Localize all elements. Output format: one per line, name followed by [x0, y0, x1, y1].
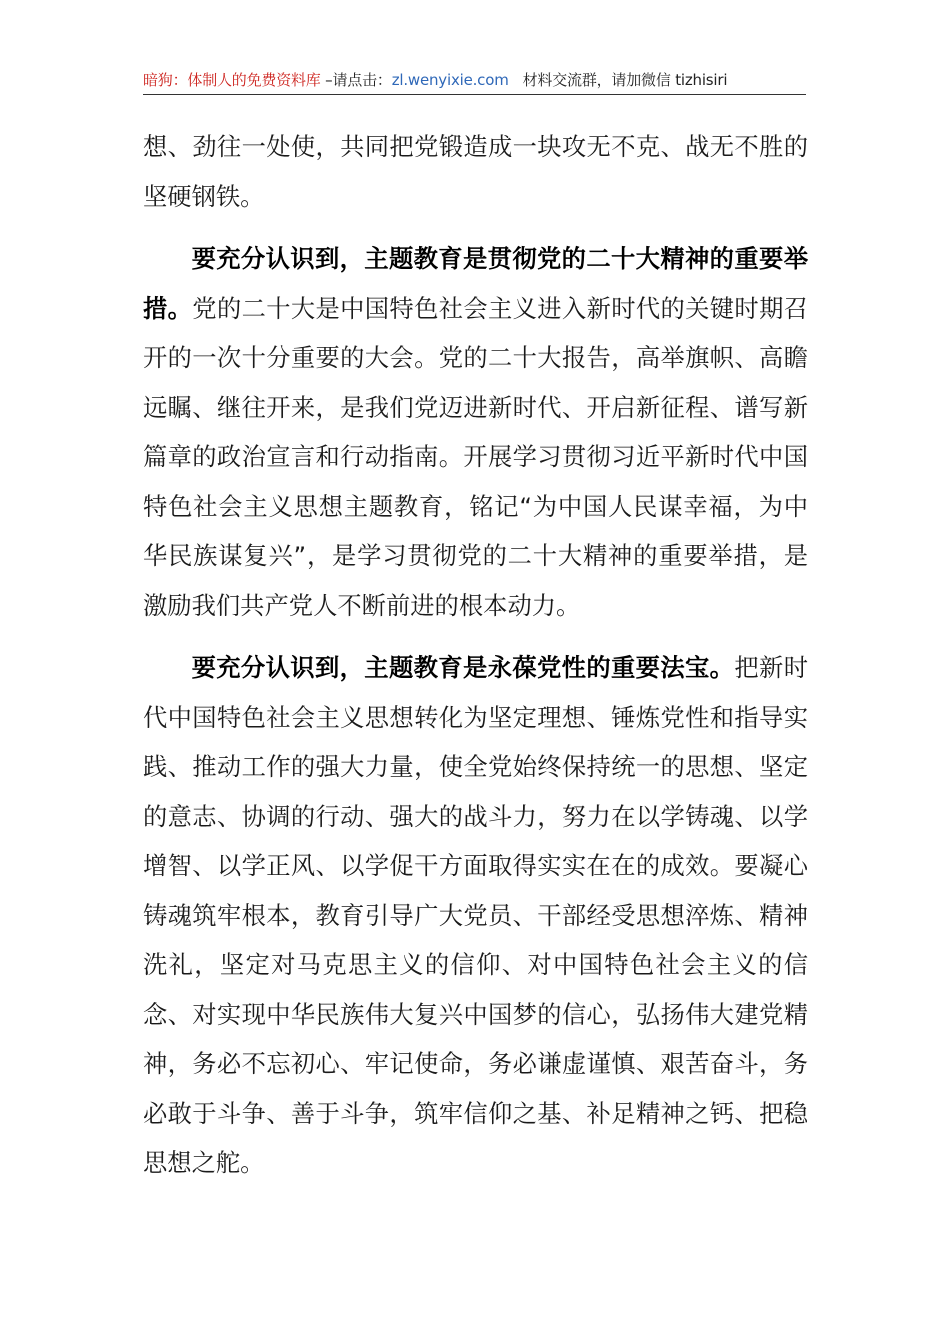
header-url-link[interactable]: zl.wenyixie.com	[391, 71, 509, 89]
paragraph-continued	[143, 122, 808, 221]
paragraph-body: 想、劲往一处使，共同把党锻造成一块攻无不克、战无不胜的坚硬钢铁。	[143, 132, 808, 211]
header-group-text: 材料交流群，请加微信 tizhisiri	[522, 71, 728, 89]
paragraph-study-twentieth-congress	[143, 234, 808, 630]
header-click-prompt: –请点击：	[320, 71, 392, 89]
paragraph-lead-heading: 要充分认识到，主题教育是永葆党性的重要法宝。	[191, 653, 735, 682]
header-site-name: 暗狗：体制人的免费资料库	[143, 71, 321, 89]
paragraph-party-spirit	[143, 643, 808, 1188]
paragraph-lead-heading: 要充分认识到，主题教育是贯彻党的二十大精神的重要举措。	[143, 244, 808, 323]
page-header	[143, 68, 806, 95]
document-body	[143, 122, 808, 1188]
paragraph-body: 把新时代中国特色社会主义思想转化为坚定理想、锤炼党性和指导实践、推动工作的强大力量，使全党始终保持统一的思想、坚定的意志、协调的行动、强大的战斗力，努力在以学铸魂、以学增智、以学正风、以学促干方面取得实实在在的成效。要凝心铸魂筑牢根本，教育引导广大党员、干部经受思想淬炼、精神洗礼，坚定对马克思主义的信仰、对中国特色社会主义的信念、对实现中华民族伟大复兴中国梦的信心，弘扬伟大建党精神，务必不忘初心、牢记使命，务必谦虚谨慎、艰苦奋斗，务必敢于斗争、善于斗争，筑牢信仰之基、补足精神之钙、把稳思想之舵。	[143, 653, 808, 1177]
paragraph-body: 党的二十大是中国特色社会主义进入新时代的关键时期召开的一次十分重要的大会。党的二十大报告，高举旗帜、高瞻远瞩、继往开来，是我们党迈进新时代、开启新征程、谱写新篇章的政治宣言和行动指南。开展学习贯彻习近平新时代中国特色社会主义思想主题教育，铭记“为中国人民谋幸福，为中华民族谋复兴”，是学习贯彻党的二十大精神的重要举措，是激励我们共产党人不断前进的根本动力。	[143, 293, 809, 620]
